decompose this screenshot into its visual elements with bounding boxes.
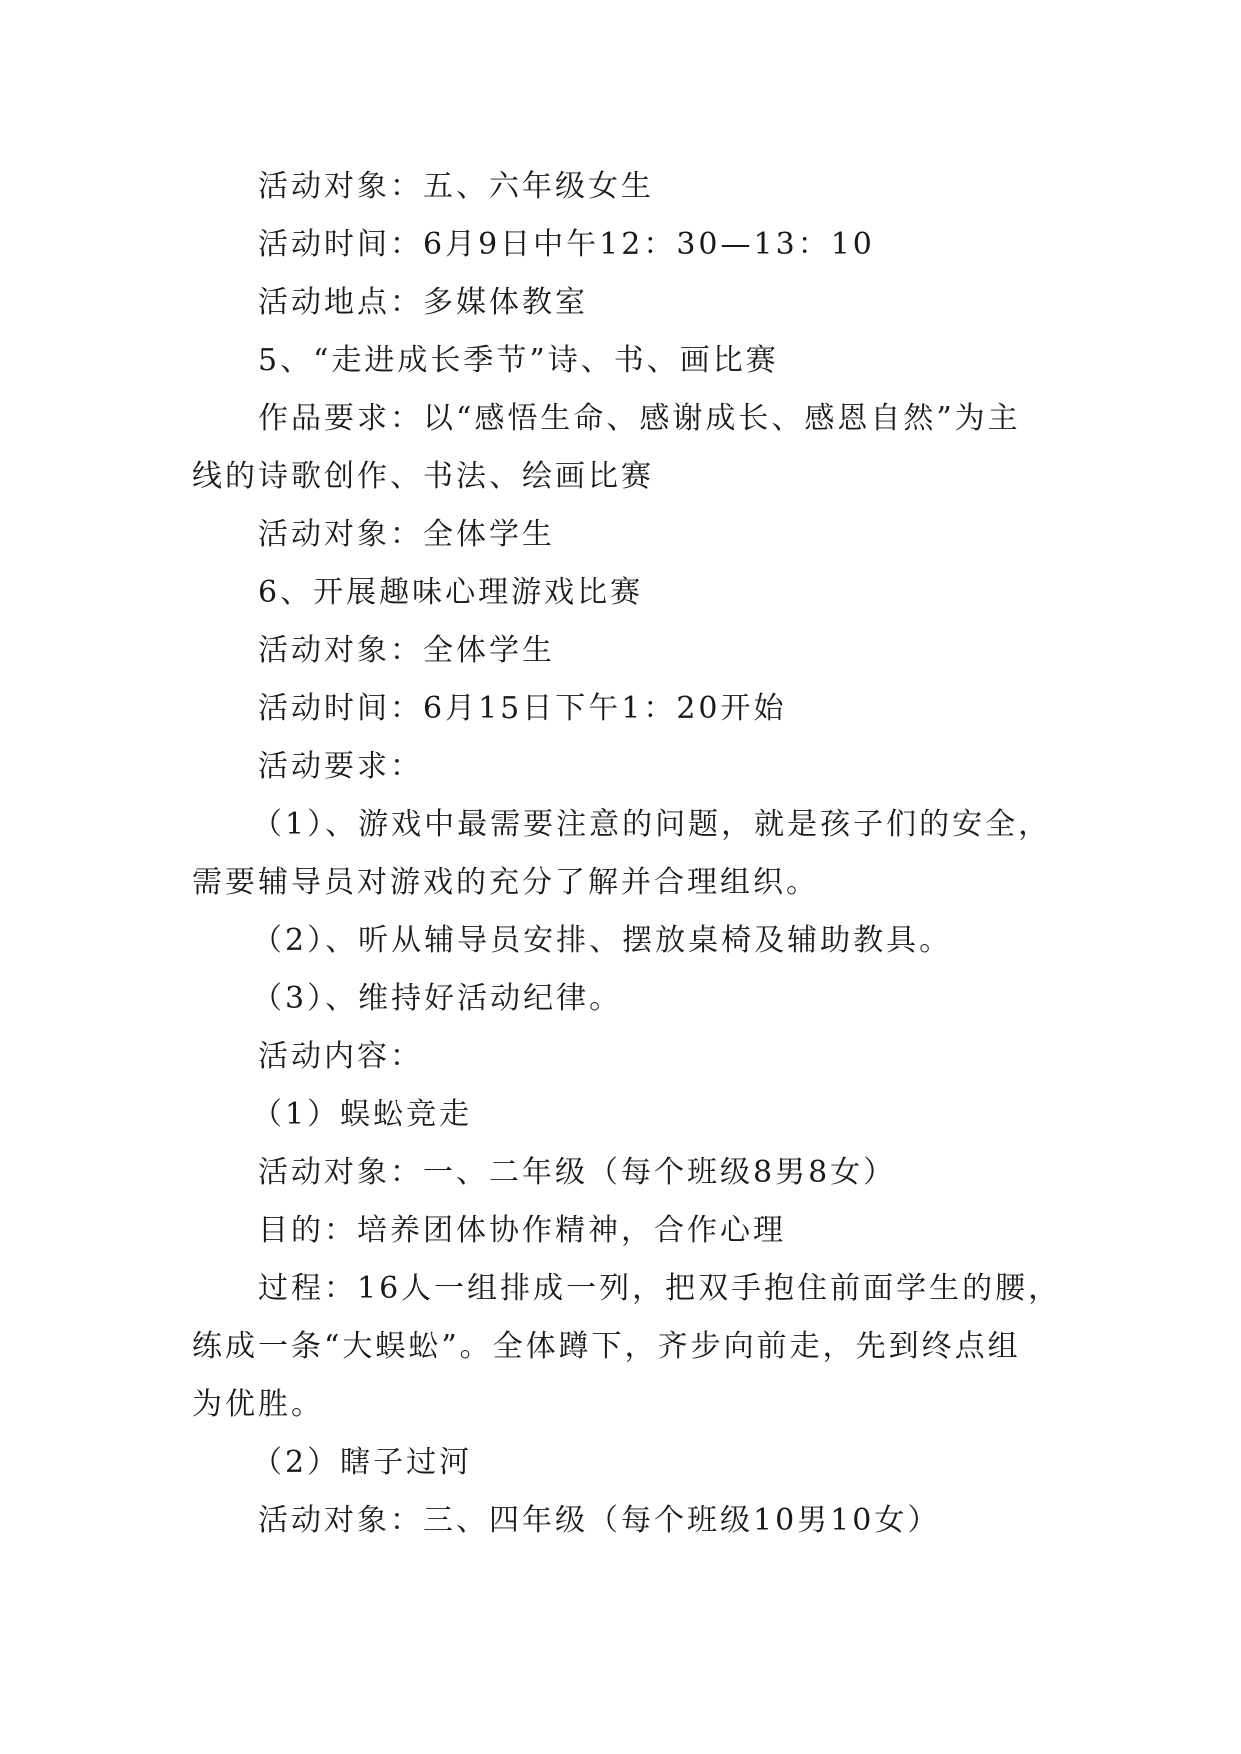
paragraph-target-audience: 活动对象：一、二年级（每个班级8男8女） <box>258 1155 897 1190</box>
paragraph-work-requirements: 作品要求：以“感悟生命、感谢成长、感恩自然”为主 <box>258 401 1021 436</box>
game-heading-2: （2）瞎子过河 <box>252 1445 473 1480</box>
paragraph-target-audience: 活动对象：全体学生 <box>258 633 555 668</box>
game-heading-1: （1）蜈蚣竞走 <box>252 1097 473 1132</box>
paragraph-work-requirements-cont: 线的诗歌创作、书法、绘画比赛 <box>192 459 654 494</box>
requirement-item-3: （3）、维持好活动纪律。 <box>252 981 623 1016</box>
paragraph-target-audience: 活动对象：全体学生 <box>258 517 555 552</box>
section-heading-5: 5、“走进成长季节”诗、书、画比赛 <box>258 343 779 378</box>
paragraph-activity-time: 活动时间：6月15日下午1：20开始 <box>258 691 787 726</box>
document-body <box>192 158 1072 1550</box>
requirement-item-2: （2）、听从辅导员安排、摆放桌椅及辅助教具。 <box>252 923 953 958</box>
paragraph-process-cont: 为优胜。 <box>192 1387 324 1422</box>
paragraph-purpose: 目的：培养团体协作精神，合作心理 <box>258 1213 786 1248</box>
paragraph-process: 过程：16人一组排成一列，把双手抱住前面学生的腰， <box>258 1271 1062 1306</box>
paragraph-activity-time: 活动时间：6月9日中午12：30—13：10 <box>258 227 875 262</box>
requirement-item-1: （1）、游戏中最需要注意的问题，就是孩子们的安全， <box>252 807 1052 842</box>
paragraph-target-audience: 活动对象：三、四年级（每个班级10男10女） <box>258 1503 941 1538</box>
section-heading-6: 6、开展趣味心理游戏比赛 <box>258 575 644 610</box>
paragraph-activity-location: 活动地点：多媒体教室 <box>258 285 588 320</box>
paragraph-activity-requirements: 活动要求： <box>258 749 423 784</box>
paragraph-activity-content: 活动内容： <box>258 1039 423 1074</box>
paragraph-process-cont: 练成一条“大蜈蚣”。全体蹲下，齐步向前走，先到终点组 <box>192 1329 1021 1364</box>
requirement-item-1-cont: 需要辅导员对游戏的充分了解并合理组织。 <box>192 865 819 900</box>
paragraph-target-audience: 活动对象：五、六年级女生 <box>258 169 654 204</box>
